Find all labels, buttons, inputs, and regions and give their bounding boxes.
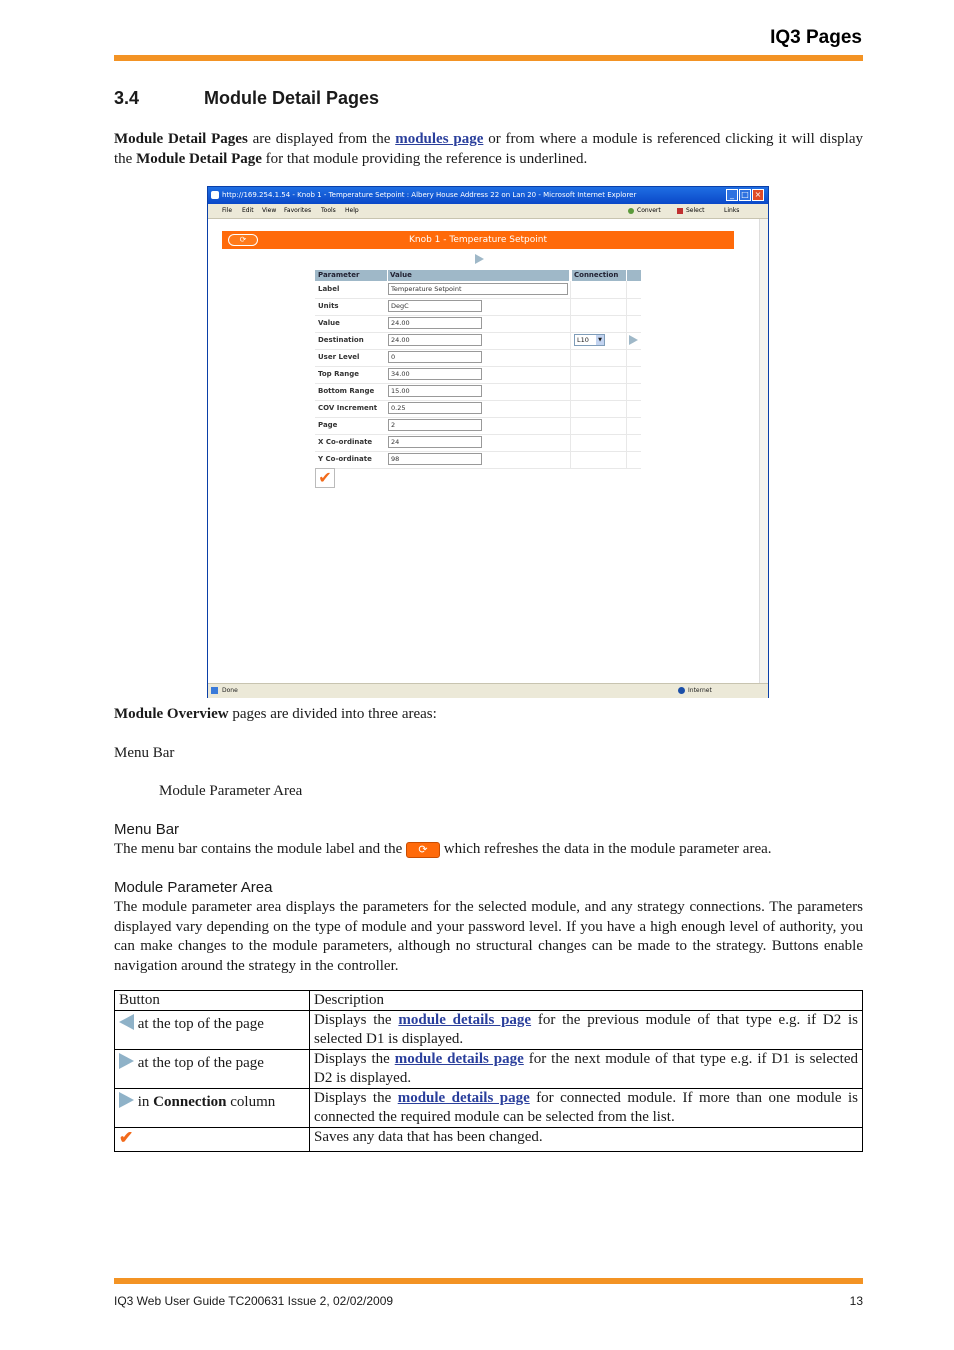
table-cell-button (115, 1089, 310, 1128)
chevron-down-icon[interactable]: ▼ (596, 335, 604, 345)
ie-logo-icon (211, 191, 219, 199)
table-row (115, 1089, 863, 1128)
module-title: Knob 1 - Temperature Setpoint (409, 235, 547, 245)
select-icon (677, 208, 683, 214)
area-menu-bar: Menu Bar (114, 745, 175, 761)
close-icon[interactable]: × (752, 189, 764, 201)
param-row (315, 366, 641, 384)
column-spacer (627, 270, 641, 281)
module-menu-bar (222, 231, 734, 249)
column-connection: Connection (572, 270, 626, 281)
maximize-icon[interactable]: □ (739, 189, 751, 201)
modules-page-link[interactable]: modules page (395, 131, 484, 147)
links-button[interactable]: Links (724, 207, 740, 214)
param-label: Destination (318, 336, 364, 344)
desc-text: Displays the (314, 1051, 395, 1067)
connection-select-value: L10 (577, 336, 589, 344)
convert-icon (628, 208, 634, 214)
status-zone: Internet (688, 687, 712, 694)
param-label: User Level (318, 353, 360, 361)
menu-help[interactable]: Help (345, 207, 359, 214)
intro-text-2: or from where a module is referenced clicking it will display the (114, 131, 863, 167)
param-input-y[interactable]: 98 (388, 453, 482, 465)
minimize-icon[interactable]: _ (726, 189, 738, 201)
intro-bold-1: Module Detail Pages (114, 131, 248, 147)
menu-tools[interactable]: Tools (321, 207, 336, 214)
param-input-bottom-range[interactable]: 15.00 (388, 385, 482, 397)
table-cell-description (310, 1089, 863, 1128)
desc-text: for connected module. If more than one module is connected the required module can be selected from the list. (314, 1090, 858, 1125)
intro-paragraph (114, 130, 863, 169)
menu-bar-text-2: which refreshes the data in the module parameter area. (440, 841, 772, 857)
connection-select[interactable] (574, 334, 605, 346)
overview-paragraph (114, 705, 863, 725)
param-label: Page (318, 421, 338, 429)
select-button[interactable]: Select (686, 207, 705, 214)
table-cell-button (115, 1050, 310, 1089)
menu-view[interactable]: View (262, 207, 277, 214)
desc-text: for the next module of that type e.g. if D1 is selected D2 is displayed. (314, 1051, 858, 1086)
footer-rule (114, 1278, 863, 1284)
status-text: Done (222, 687, 238, 694)
section-number: 3.4 (114, 88, 140, 108)
param-row (315, 298, 641, 316)
save-tick-icon[interactable]: ✔ (315, 468, 335, 488)
menu-bar-text-1: The menu bar contains the module label and the (114, 841, 406, 857)
menu-bar-paragraph (114, 840, 863, 860)
param-input-user-level[interactable]: 0 (388, 351, 482, 363)
next-module-arrow-icon[interactable] (475, 254, 484, 264)
area-module-param: Module Parameter Area (159, 783, 303, 799)
table-header-button: Button (115, 991, 310, 1011)
param-label: X Co-ordinate (318, 438, 373, 446)
overview-text: pages are divided into three areas: (228, 706, 437, 722)
param-input-x[interactable]: 24 (388, 436, 482, 448)
param-area-paragraph: The module parameter area displays the parameters for the selected module, and any strategy connections. The parameters displayed vary depending on the type of module and your password level. If you have a high enough level of authority, you can make changes to the module parameters, although no structural changes can be made to the strategy. Buttons enable navigation around the strategy in the controller. (114, 899, 863, 974)
param-row (315, 281, 641, 299)
param-input-label[interactable]: Temperature Setpoint (388, 283, 568, 295)
table-cell-button (115, 1011, 310, 1050)
param-label: Units (318, 302, 339, 310)
param-input-page[interactable]: 2 (388, 419, 482, 431)
table-cell-button (115, 1128, 310, 1152)
param-label: Value (318, 319, 340, 327)
save-tick-icon: ✔ (119, 1128, 134, 1147)
page-number: 13 (849, 1294, 863, 1308)
section-title: Module Detail Pages (204, 88, 380, 108)
module-details-link[interactable]: module details page (398, 1012, 532, 1028)
footer-text: IQ3 Web User Guide TC200631 Issue 2, 02/02/2009 (114, 1294, 394, 1308)
desc-text: Displays the (314, 1090, 398, 1106)
overview-bold: Module Overview (114, 706, 229, 722)
page-header-title: IQ3 Pages (770, 27, 862, 48)
table-row (115, 1050, 863, 1089)
param-label: Label (318, 285, 340, 293)
desc-text: for the previous module of that type e.g. if D2 is selected D1 is displayed. (314, 1012, 858, 1047)
param-row (315, 451, 641, 469)
page-icon (211, 687, 218, 694)
table-row (115, 1011, 863, 1050)
param-input-destination[interactable]: 24.00 (388, 334, 482, 346)
module-details-link[interactable]: module details page (397, 1090, 530, 1106)
header-rule (114, 55, 863, 61)
param-label: Top Range (318, 370, 359, 378)
connection-arrow-icon[interactable] (629, 335, 638, 345)
intro-text-3: for that module providing the reference is underlined. (261, 150, 588, 167)
param-row (315, 315, 641, 333)
param-row (315, 383, 641, 401)
column-value: Value (388, 270, 569, 281)
table-row (115, 1128, 863, 1152)
desc-text: Displays the (314, 1012, 399, 1028)
table-header-description: Description (310, 991, 863, 1011)
menu-bar-heading: Menu Bar (114, 821, 180, 838)
connection-arrow-icon (119, 1092, 134, 1108)
menu-favorites[interactable]: Favorites (284, 207, 312, 214)
browser-title-bar (208, 187, 768, 204)
param-label: COV Increment (318, 404, 378, 412)
param-input-cov[interactable]: 0.25 (388, 402, 482, 414)
button-desc-bold: Connection (153, 1094, 227, 1110)
menu-file[interactable]: File (222, 207, 233, 214)
intro-bold-2: Module Detail Page (136, 150, 262, 167)
intro-text-1: are displayed from the (247, 131, 396, 147)
param-area-heading: Module Parameter Area (114, 879, 273, 896)
browser-status-bar (208, 683, 768, 698)
button-desc: at the top of the page (134, 1016, 264, 1032)
table-cell-description (310, 1050, 863, 1089)
browser-content (208, 219, 759, 683)
param-input-value[interactable]: 24.00 (388, 317, 482, 329)
browser-scrollbar[interactable] (759, 219, 768, 683)
table-cell-description: Saves any data that has been changed. (310, 1128, 863, 1152)
browser-screenshot (207, 186, 769, 698)
refresh-icon: ⟳ (406, 842, 440, 858)
table-cell-description (310, 1011, 863, 1050)
button-desc: at the top of the page (134, 1055, 264, 1071)
next-arrow-icon (119, 1053, 134, 1069)
previous-arrow-icon (119, 1014, 134, 1030)
button-desc: column (226, 1094, 276, 1110)
browser-menu-bar (208, 204, 768, 219)
convert-button[interactable]: Convert (637, 207, 661, 214)
table-header-row (115, 991, 863, 1011)
param-input-units[interactable]: DegC (388, 300, 482, 312)
column-parameter: Parameter (315, 270, 387, 281)
param-label: Y Co-ordinate (318, 455, 372, 463)
param-input-top-range[interactable]: 34.00 (388, 368, 482, 380)
browser-title: http://169.254.1.54 - Knob 1 - Temperature Setpoint : Albery House Address 22 on Lan 20 - Microsoft Internet Explorer (222, 191, 637, 199)
refresh-icon[interactable]: ⟳ (228, 234, 258, 246)
param-row (315, 332, 641, 350)
param-row (315, 349, 641, 367)
param-row (315, 400, 641, 418)
module-details-link[interactable]: module details page (394, 1051, 524, 1067)
globe-icon (678, 687, 685, 694)
menu-edit[interactable]: Edit (242, 207, 254, 214)
button-desc: in (134, 1094, 154, 1110)
param-label: Bottom Range (318, 387, 375, 395)
param-row (315, 434, 641, 452)
param-row (315, 417, 641, 435)
button-table (114, 990, 863, 1152)
